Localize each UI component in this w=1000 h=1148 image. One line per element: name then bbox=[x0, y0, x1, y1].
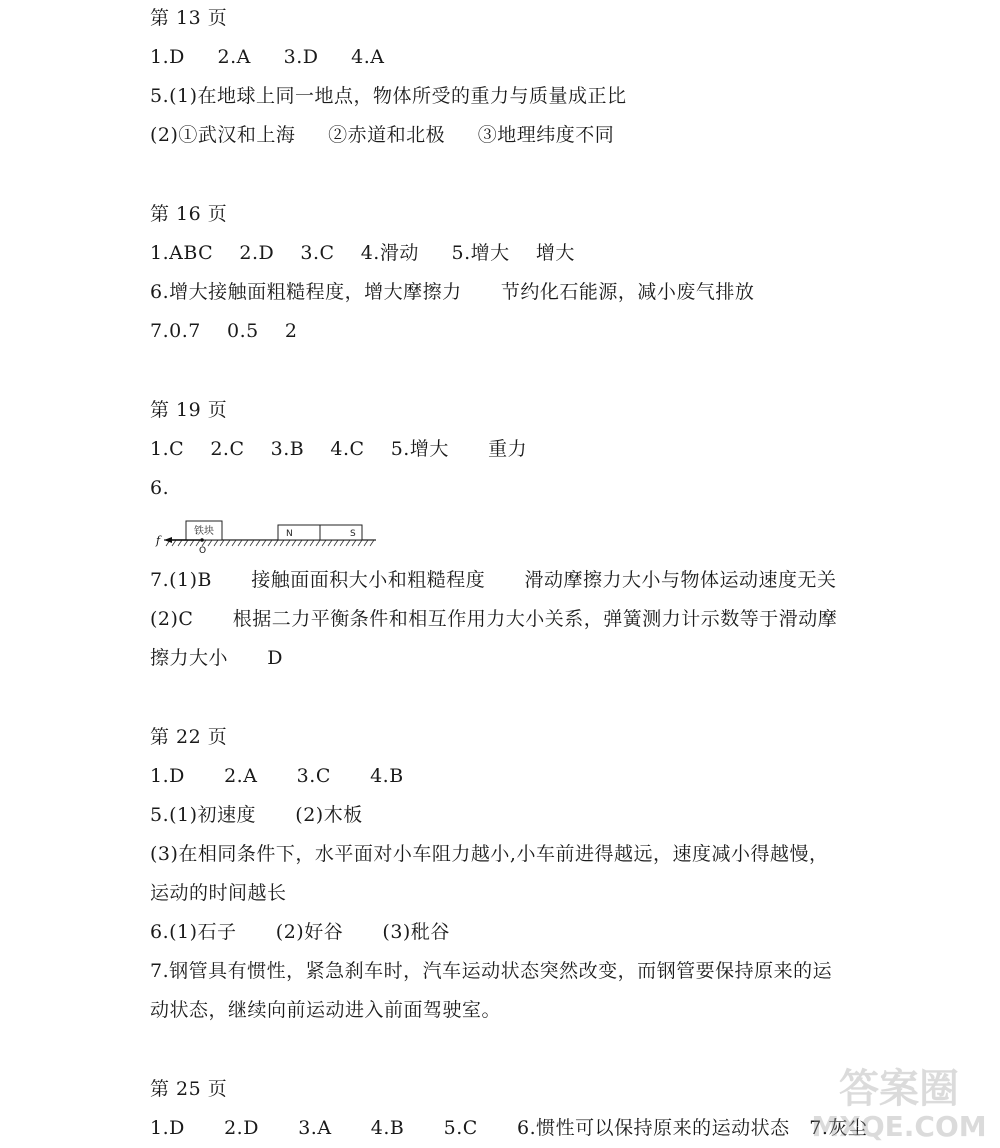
answer-line: 7.钢管具有惯性，紧急刹车时，汽车运动状态突然改变，而钢管要保持原来的运 bbox=[150, 960, 833, 982]
answer-line: 1.D 2.A 3.D 4.A bbox=[150, 46, 385, 68]
answer-line: 擦力大小 D bbox=[150, 647, 283, 669]
answer-line: 5.(1)初速度 (2)木板 bbox=[150, 804, 363, 826]
magnet-n-label: N bbox=[286, 529, 293, 539]
answer-line: 7.(1)B 接触面面积大小和粗糙程度 滑动摩擦力大小与物体运动速度无关 bbox=[150, 569, 837, 591]
section-heading-22: 第 22 页 bbox=[150, 726, 228, 748]
answer-line: 运动的时间越长 bbox=[150, 882, 287, 904]
watermark-bottom-text: MXQE.COM bbox=[811, 1110, 987, 1143]
magnet-s-label: S bbox=[350, 529, 356, 539]
friction-arrow-head bbox=[164, 537, 172, 543]
watermark-logo bbox=[804, 1054, 994, 1144]
iron-block-label: 铁块 bbox=[194, 526, 214, 537]
section-heading-25: 第 25 页 bbox=[150, 1078, 228, 1100]
answer-line: (2)①武汉和上海 ②赤道和北极 ③地理纬度不同 bbox=[150, 124, 615, 146]
force-label: f bbox=[156, 534, 161, 547]
answer-line: 6.增大接触面粗糙程度，增大摩擦力 节约化石能源，减小废气排放 bbox=[150, 281, 755, 303]
section-heading-13: 第 13 页 bbox=[150, 7, 228, 29]
point-o-label: O bbox=[199, 546, 207, 555]
answer-line: 7.0.7 0.5 2 bbox=[150, 320, 298, 342]
answer-line: 6. bbox=[150, 477, 170, 499]
ground-hatching bbox=[166, 540, 374, 546]
answer-line: 5.(1)在地球上同一地点，物体所受的重力与质量成正比 bbox=[150, 85, 627, 107]
section-heading-19: 第 19 页 bbox=[150, 399, 228, 421]
answer-line: 1.D 2.D 3.A 4.B 5.C 6.惯性可以保持原来的运动状态 7.灰尘 bbox=[150, 1117, 868, 1139]
answer-line: 1.C 2.C 3.B 4.C 5.增大 重力 bbox=[150, 438, 528, 460]
answer-line: 动状态，继续向前运动进入前面驾驶室。 bbox=[150, 999, 502, 1021]
point-o-dot bbox=[200, 538, 204, 542]
answer-line: 1.ABC 2.D 3.C 4.滑动 5.增大 增大 bbox=[150, 242, 575, 264]
watermark-top-text: 答案圈 bbox=[839, 1066, 959, 1112]
answer-line: (3)在相同条件下，水平面对小车阻力越小,小车前进得越远，速度减小得越慢， bbox=[150, 843, 829, 865]
friction-diagram bbox=[150, 515, 390, 555]
section-heading-16: 第 16 页 bbox=[150, 203, 228, 225]
answer-line: (2)C 根据二力平衡条件和相互作用力大小关系，弹簧测力计示数等于滑动摩 bbox=[150, 608, 838, 630]
answer-line: 1.D 2.A 3.C 4.B bbox=[150, 765, 404, 787]
answer-line: 6.(1)石子 (2)好谷 (3)秕谷 bbox=[150, 921, 450, 943]
